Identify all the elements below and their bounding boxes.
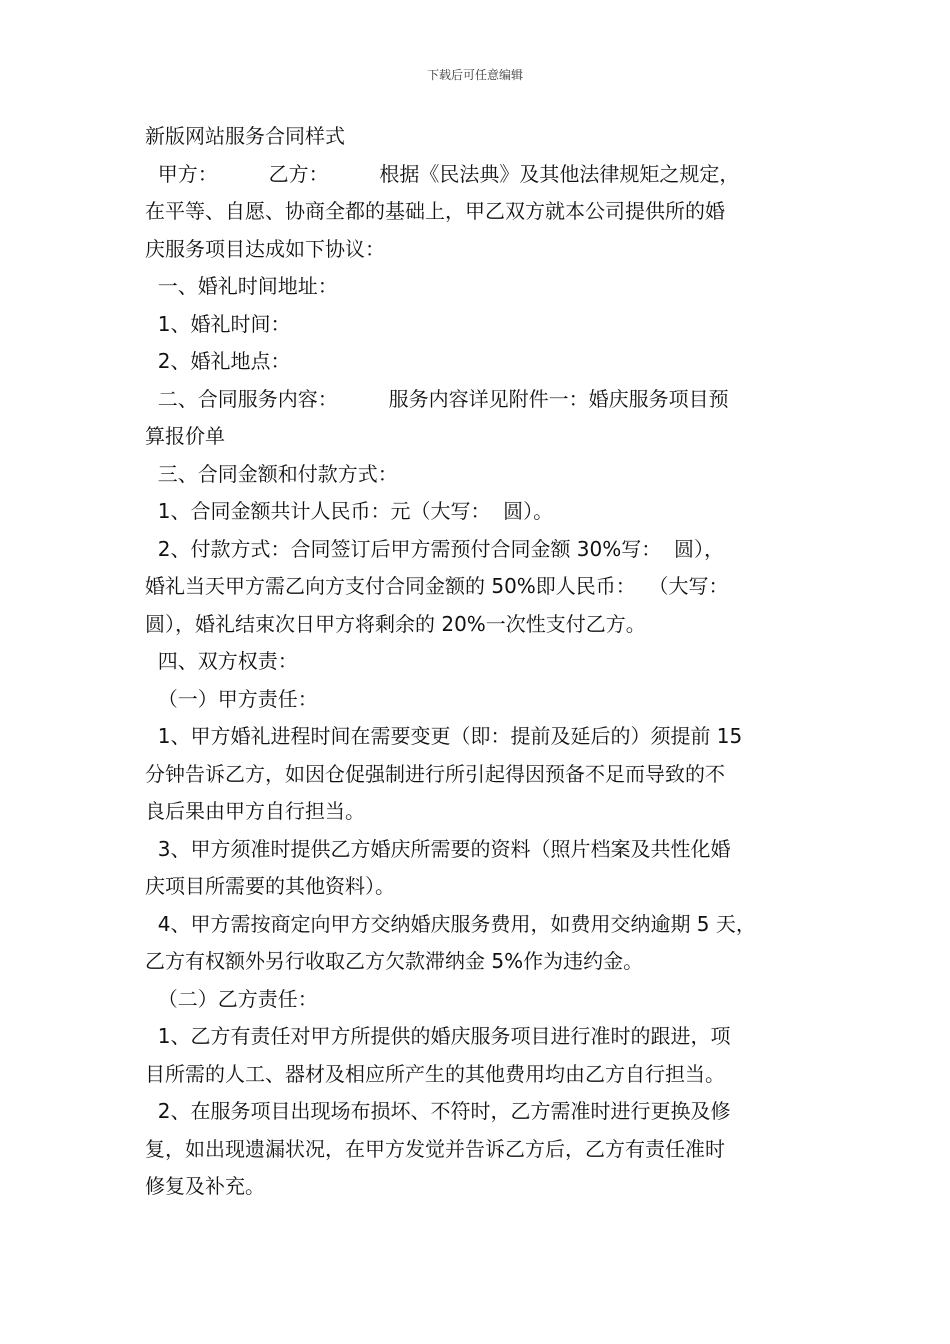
paragraph-line: 庆项目所需要的其他资料）。 — [145, 874, 395, 898]
section-heading: 四、双方权责： — [145, 649, 298, 673]
section-heading: 一、婚礼时间地址： — [145, 274, 338, 298]
paragraph-line: 甲方： 乙方： 根据《民法典》及其他法律规矩之规定， — [145, 161, 740, 186]
paragraph-line: 2、婚礼地点： — [145, 349, 291, 373]
paragraph-line: 目所需的人工、器材及相应所产生的其他费用均由乙方自行担当。 — [145, 1061, 725, 1086]
paragraph-line: 分钟告诉乙方，如因仓促强制进行所引起得因预备不足而导致的不 — [145, 761, 725, 786]
paragraph-line: 1、合同金额共计人民币：元（大写： 圆）。 — [145, 499, 554, 523]
paragraph-line: 2、在服务项目出现场布损坏、不符时，乙方需准时进行更换及修 — [145, 1099, 731, 1123]
paragraph-line: 良后果由甲方自行担当。 — [145, 799, 365, 823]
paragraph-line: 算报价单 — [145, 424, 225, 448]
paragraph-line: 婚礼当天甲方需乙向方支付合同金额的 50%即人民币： （大写： — [145, 574, 729, 598]
paragraph-line: 1、乙方有责任对甲方所提供的婚庆服务项目进行准时的跟进，项 — [145, 1024, 731, 1048]
subsection-heading: （二）乙方责任： — [145, 986, 318, 1011]
subsection-heading: （一）甲方责任： — [145, 686, 318, 711]
paragraph-line: 圆），婚礼结束次日甲方将剩余的 20%一次性支付乙方。 — [145, 611, 646, 636]
paragraph-line: 3、甲方须准时提供乙方婚庆所需要的资料（照片档案及共性化婚 — [145, 836, 731, 861]
paragraph-line: 2、付款方式：合同签订后甲方需预付合同金额 30%写： 圆）， — [145, 536, 724, 561]
paragraph-line: 修复及补充。 — [145, 1174, 265, 1198]
contract-body — [145, 118, 810, 1206]
paragraph-line: 1、甲方婚礼进程时间在需要变更（即：提前及延后的）须提前 15 — [145, 724, 743, 748]
paragraph-line: 庆服务项目达成如下协议： — [145, 236, 385, 261]
paragraph-line: 在平等、自愿、协商全都的基础上，甲乙双方就本公司提供所的婚 — [145, 199, 725, 223]
paragraph-line: 复，如出现遗漏状况，在甲方发觉并告诉乙方后，乙方有责任准时 — [145, 1136, 725, 1161]
page-header: 下载后可任意编辑 — [426, 68, 523, 82]
paragraph-line: 4、甲方需按商定向甲方交纳婚庆服务费用，如费用交纳逾期 5 天， — [145, 911, 756, 936]
paragraph-line: 1、婚礼时间： — [145, 311, 291, 336]
paragraph-line: 乙方有权额外另行收取乙方欠款滞纳金 5%作为违约金。 — [145, 949, 644, 973]
section-heading: 三、合同金额和付款方式： — [145, 461, 398, 486]
section-heading: 二、合同服务内容： 服务内容详见附件一：婚庆服务项目预 — [145, 386, 729, 411]
document-title: 新版网站服务合同样式 — [145, 124, 345, 148]
